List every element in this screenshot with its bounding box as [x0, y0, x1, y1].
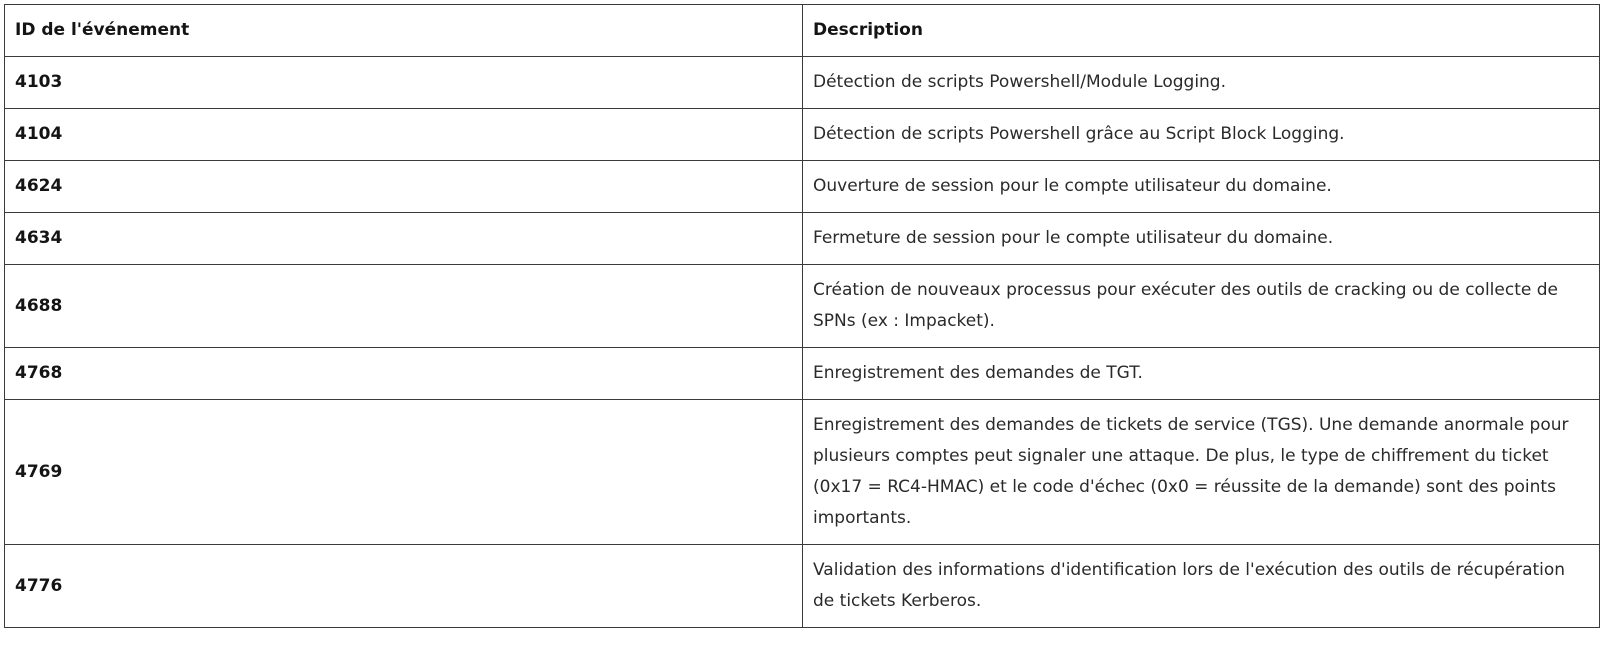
event-id-table	[4, 4, 1600, 628]
description-cell: Ouverture de session pour le compte utilisateur du domaine.	[803, 161, 1600, 213]
table-row	[5, 265, 1600, 348]
event-id-cell: 4624	[5, 161, 803, 213]
column-header-event-id: ID de l'événement	[5, 5, 803, 57]
event-id-cell: 4104	[5, 109, 803, 161]
table-row	[5, 109, 1600, 161]
event-id-cell: 4768	[5, 348, 803, 400]
table-row	[5, 213, 1600, 265]
table-row	[5, 348, 1600, 400]
event-table-container	[4, 4, 1599, 628]
description-cell: Fermeture de session pour le compte utilisateur du domaine.	[803, 213, 1600, 265]
description-cell: Enregistrement des demandes de tickets de service (TGS). Une demande anormale pour plusieurs comptes peut signaler une attaque. De plus, le type de chiffrement du ticket (0x17 = RC4-HMAC) et le code d'échec (0x0 = réussite de la demande) sont des points importants.	[803, 400, 1600, 545]
description-cell: Validation des informations d'identification lors de l'exécution des outils de récupération de tickets Kerberos.	[803, 545, 1600, 628]
description-cell: Enregistrement des demandes de TGT.	[803, 348, 1600, 400]
event-id-cell: 4769	[5, 400, 803, 545]
table-row	[5, 161, 1600, 213]
description-cell: Détection de scripts Powershell grâce au Script Block Logging.	[803, 109, 1600, 161]
description-cell: Détection de scripts Powershell/Module Logging.	[803, 57, 1600, 109]
event-id-cell: 4776	[5, 545, 803, 628]
column-header-description: Description	[803, 5, 1600, 57]
description-cell: Création de nouveaux processus pour exécuter des outils de cracking ou de collecte de SPNs (ex : Impacket).	[803, 265, 1600, 348]
event-id-cell: 4103	[5, 57, 803, 109]
event-id-cell: 4688	[5, 265, 803, 348]
table-row	[5, 57, 1600, 109]
event-id-cell: 4634	[5, 213, 803, 265]
table-row	[5, 400, 1600, 545]
table-header-row	[5, 5, 1600, 57]
table-row	[5, 545, 1600, 628]
